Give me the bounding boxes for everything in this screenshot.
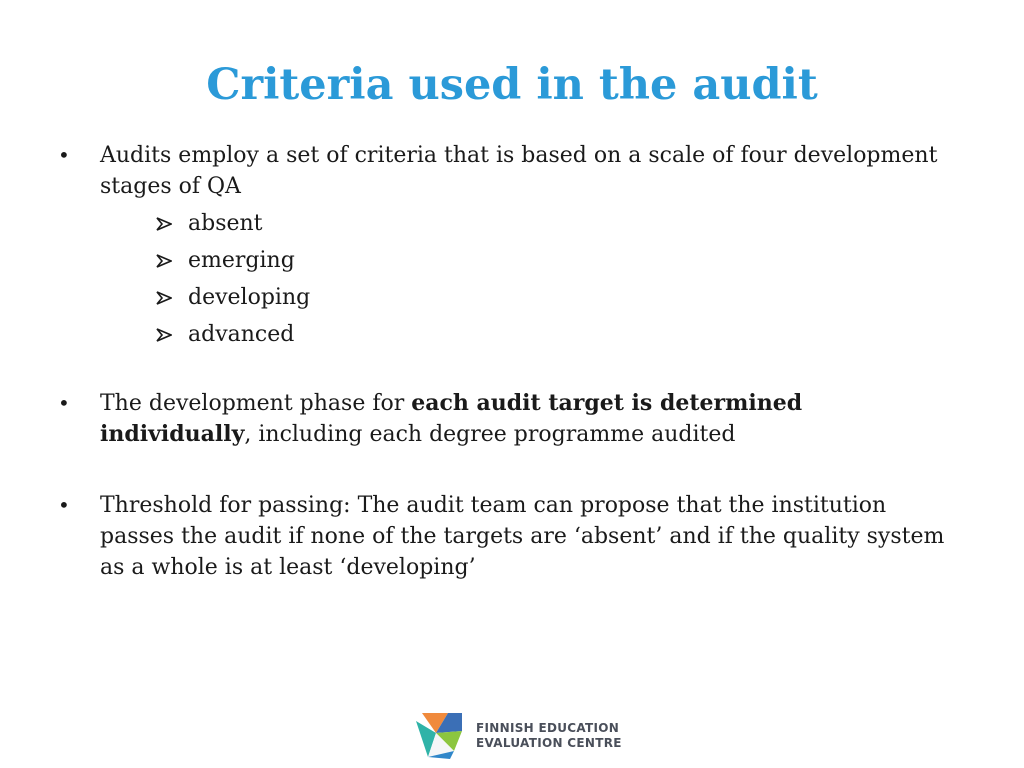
bullet-text-end: , including each degree programme audited: [244, 422, 736, 447]
organization-logo: [414, 710, 622, 762]
bullet-text-start: The development phase for: [100, 391, 412, 416]
logo-triangle-icon: [414, 711, 466, 761]
spacer: [58, 450, 958, 490]
bullet-icon: •: [58, 493, 70, 517]
spacer: [58, 353, 958, 388]
sub-item-label: emerging: [188, 248, 295, 273]
sub-list: [100, 205, 958, 353]
sub-item-advanced: [156, 316, 958, 353]
arrow-bullet-icon: [156, 291, 172, 305]
sub-item-label: developing: [188, 285, 311, 310]
logo-line-1: FINNISH EDUCATION: [476, 721, 620, 735]
sub-item-developing: [156, 279, 958, 316]
bullet-text: Threshold for passing: The audit team can propose that the institution passes the audit if none of the targets are ‘absent’ and if the quality system as a whole is at least ‘developing’: [100, 493, 945, 580]
arrow-bullet-icon: [156, 254, 172, 268]
bullet-text-bold: each audit target is determined individually: [100, 390, 803, 447]
bullet-item-1: [58, 140, 958, 353]
slide-title: Criteria used in the audit: [206, 60, 818, 110]
bullet-item-3: [58, 490, 958, 583]
slide-content: [58, 140, 958, 583]
arrow-bullet-icon: [156, 328, 172, 342]
sub-item-absent: [156, 205, 958, 242]
logo-line-2: EVALUATION CENTRE: [476, 736, 622, 750]
arrow-bullet-icon: [156, 217, 172, 231]
bullet-icon: •: [58, 391, 70, 415]
sub-item-emerging: [156, 242, 958, 279]
bullet-text: Audits employ a set of criteria that is based on a scale of four development stages of QA: [100, 143, 938, 199]
sub-item-label: advanced: [188, 322, 295, 347]
bullet-item-2: [58, 388, 958, 450]
sub-item-label: absent: [188, 211, 263, 236]
logo-wordmark: [476, 721, 622, 751]
bullet-icon: •: [58, 143, 70, 167]
